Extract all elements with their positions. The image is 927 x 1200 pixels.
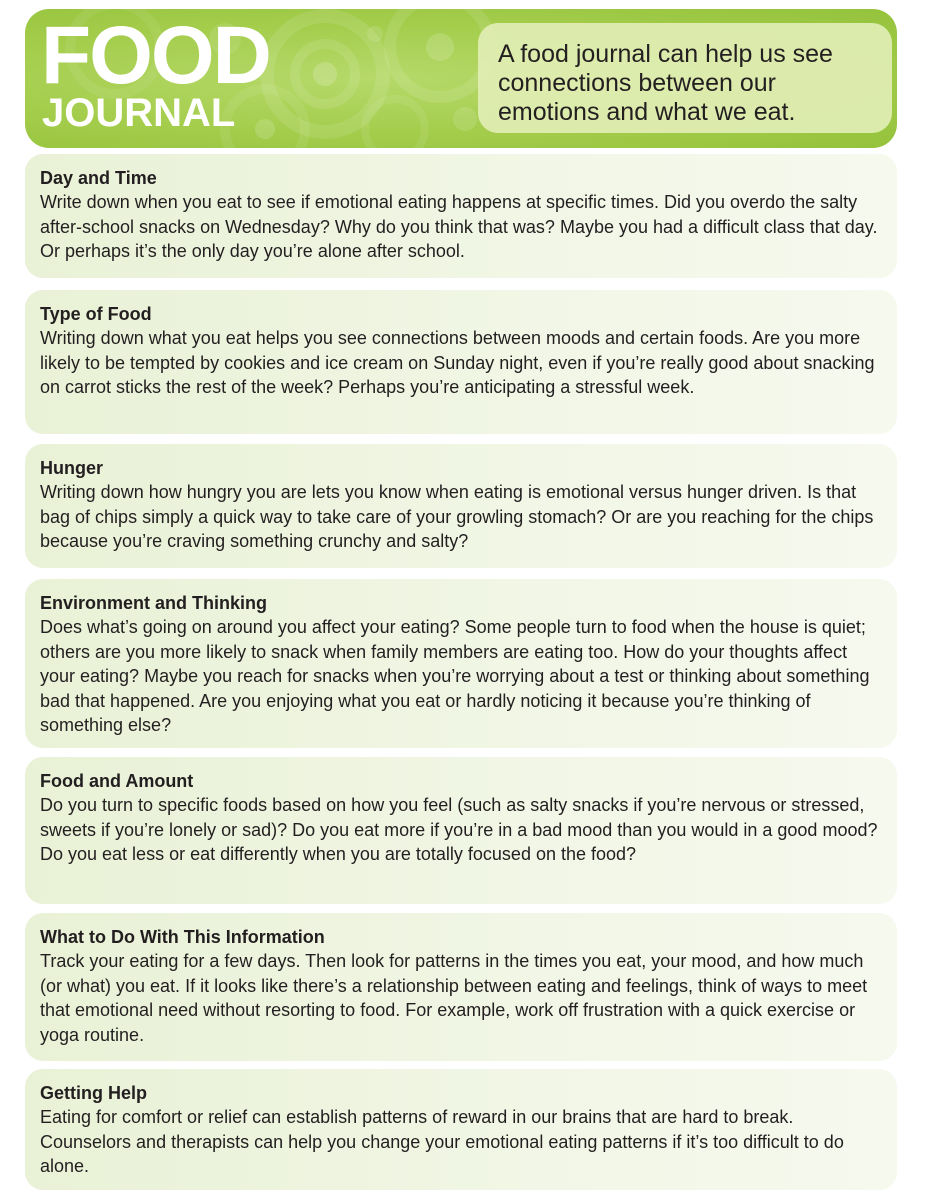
section-body: Write down when you eat to see if emotional eating happens at specific times. Did you overdo the salty after-school snacks on Wednesday? Why do you think that was? Maybe you had a difficult class that day. Or perhaps it’s the only day you’re alone after school. bbox=[40, 192, 878, 261]
section-heading: Getting Help bbox=[40, 1083, 147, 1103]
section-body: Writing down what you eat helps you see connections between moods and certain foods. Are you more likely to be tempted by cookies and ice cream on Sunday night, even if you’re really good about snacking on carrot sticks the rest of the week? Perhaps you’re anticipating a stressful week. bbox=[40, 328, 875, 397]
section-card-hunger bbox=[25, 444, 897, 568]
title-journal: JOURNAL bbox=[42, 91, 236, 135]
section-heading: What to Do With This Information bbox=[40, 927, 325, 947]
section-body: Do you turn to specific foods based on how you feel (such as salty snacks if you’re nervous or stressed, sweets if you’re lonely or sad)? Do you eat more if you’re in a bad mood than you would in a good mood? Do you eat less or eat differently when you are totally focused on the food? bbox=[40, 795, 878, 864]
section-heading: Type of Food bbox=[40, 304, 152, 324]
section-body: Does what’s going on around you affect your eating? Some people turn to food when the house is quiet; others are you more likely to snack when family members are eating too. How do your thoughts affect your eating? Maybe you reach for snacks when you’re worrying about a test or thinking about something bad that happened. Are you enjoying what you eat or hardly noticing it because you’re thinking of something else? bbox=[40, 617, 870, 735]
section-card-day-and-time bbox=[25, 154, 897, 278]
section-card-what-to-do bbox=[25, 913, 897, 1061]
section-heading: Food and Amount bbox=[40, 771, 194, 791]
section-body: Writing down how hungry you are lets you know when eating is emotional versus hunger driven. Is that bag of chips simply a quick way to take care of your growling stomach? Or are you reaching for the chips because you’re craving something crunchy and salty? bbox=[40, 482, 874, 551]
tagline: A food journal can help us see connections between our emotions and what we eat. bbox=[498, 40, 833, 126]
section-card-environment-and-thinking bbox=[25, 579, 897, 748]
section-heading: Day and Time bbox=[40, 168, 157, 188]
section-card-type-of-food bbox=[25, 290, 897, 434]
section-heading: Hunger bbox=[40, 458, 103, 478]
section-card-food-and-amount bbox=[25, 757, 897, 904]
section-heading: Environment and Thinking bbox=[40, 593, 268, 613]
section-card-getting-help bbox=[25, 1069, 897, 1190]
section-body: Eating for comfort or relief can establish patterns of reward in our brains that are hard to break. Counselors and therapists can help you change your emotional eating patterns if it’s too difficult to do alone. bbox=[40, 1107, 844, 1176]
title-food: FOOD bbox=[41, 10, 270, 101]
tagline-box bbox=[478, 23, 892, 133]
section-body: Track your eating for a few days. Then look for patterns in the times you eat, your mood, and how much (or what) you eat. If it looks like there’s a relationship between eating and feelings, think of ways to meet that emotional need without resorting to food. For example, work off frustration with a quick exercise or yoga routine. bbox=[40, 951, 868, 1045]
header-banner bbox=[25, 9, 897, 148]
